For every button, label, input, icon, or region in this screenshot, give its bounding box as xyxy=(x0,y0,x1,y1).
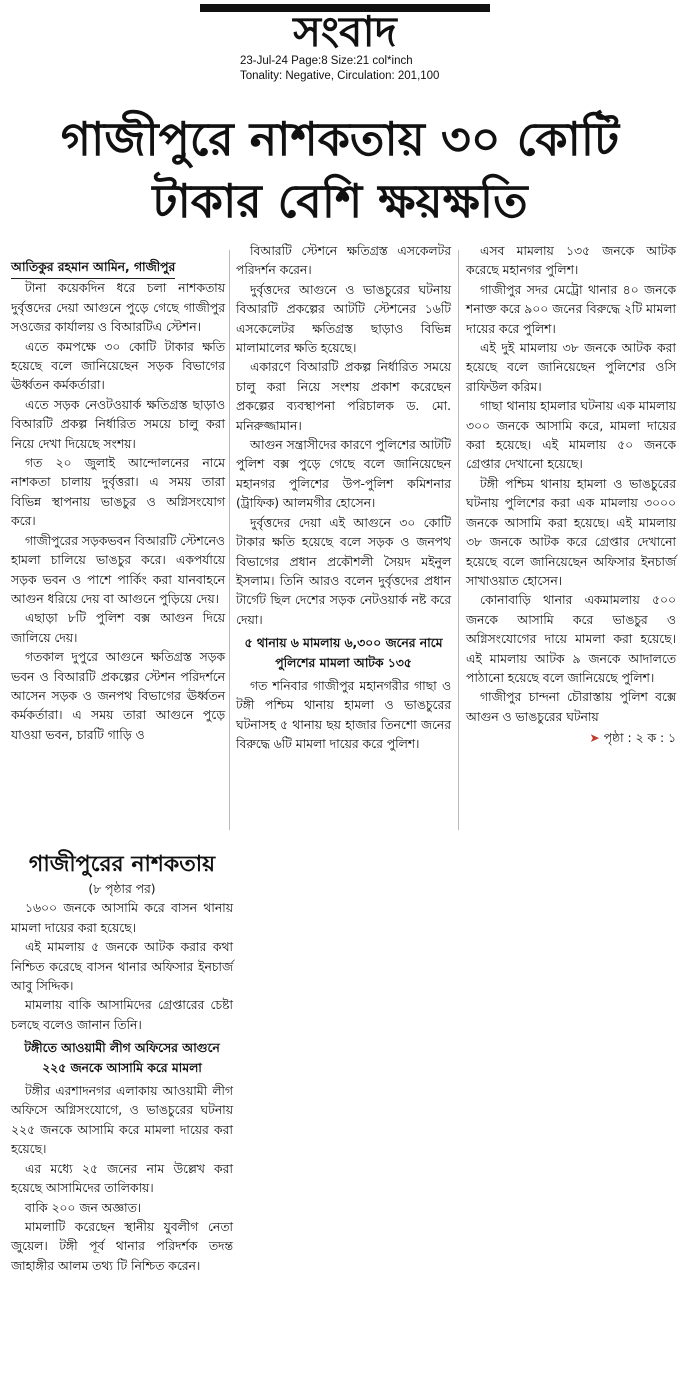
byline: আতিকুর রহমান আমিন, গাজীপুর xyxy=(11,258,175,279)
masthead-logo xyxy=(200,0,490,52)
paragraph: গত শনিবার গাজীপুর মহানগরীর গাছা ও টঙ্গী পশ্চিম থানায় হামলা ও ভাঙচুরের ঘটনাসহ ৫ থানায় ছয় হাজার তিনশো জনের বিরুদ্ধে ৬টি মামলা দায়ের করে পুলিশ। xyxy=(236,678,451,752)
paragraph: এতে কমপক্ষে ৩০ কোটি টাকার ক্ষতি হয়েছে বলে জানিয়েছেন সড়ক বিভাগের ঊর্ধ্বতন কর্মকর্তারা। xyxy=(11,339,225,393)
continued-on-jump xyxy=(466,729,676,748)
paragraph: গাজীপুরের সড়কভবন বিআরটি স্টেশনেও হামলা চালিয়ে ভাঙচুর করে। একপর্যায়ে সড়ক ভবন ও পাশে পার্কিং করা যানবাহনে আগুন ধরিয়ে দেয় বা আগুনে পুড়িয়ে দেয়। xyxy=(11,533,225,606)
headline-line-1: গাজীপুরে নাশকতায় ৩০ কোটি xyxy=(60,112,620,166)
clipping-meta xyxy=(240,54,439,84)
paragraph: মামলায় বাকি আসামিদের গ্রেপ্তারের চেষ্টা চলছে বলেও জানান তিনি। xyxy=(11,998,233,1032)
jump-text: পৃষ্ঠা : ২ ক : ১ xyxy=(603,731,676,746)
article-headline xyxy=(20,108,660,232)
paragraph: গাজীপুর চান্দনা চৌরাস্তায় পুলিশ বক্সে আগুন ও ভাঙচুরের ঘটনায় xyxy=(466,690,676,724)
paragraph: বাকি ২০০ জন অজ্ঞাত। xyxy=(25,1200,142,1215)
article-column-2 xyxy=(236,242,451,755)
arrow-right-icon: ➤ xyxy=(589,731,600,746)
paragraph: টানা কয়েকদিন ধরে চলা নাশকতায় দুর্বৃত্তদের দেয়া আগুনে পুড়ে গেছে গাজীপুর সওজের কার্যালয় ও বিআরটিএ স্টেশন। xyxy=(11,281,225,335)
paragraph: এই দুই মামলায় ৩৮ জনকে আটক করা হয়েছে বলে জানিয়েছেন পুলিশের ওসি রাফিউল করিম। xyxy=(466,341,676,394)
paragraph: গাছা থানায় হামলার ঘটনায় এক মামলায় ৩০০ জনকে আসামি করে, মামলা দায়ের করা হয়েছে। এই মামলায় ৫০ জনকে গ্রেপ্তার দেখানো হয়েছে। xyxy=(466,399,676,472)
column-divider xyxy=(458,250,459,830)
continuation-note: (৮ পৃষ্ঠার পর) xyxy=(88,882,156,896)
paragraph: একারণে বিআরটি প্রকল্প নির্ধারিত সময়ে চালু করা নিয়ে সংশয় প্রকাশ করেছেন প্রকল্পের ব্যবস্থাপনা পরিচালক ড. মো. মনিরুজ্জামান। xyxy=(236,360,451,433)
column-divider xyxy=(229,250,230,830)
paragraph: এই মামলায় ৫ জনকে আটক করার কথা নিশ্চিত করেছে বাসন থানার অফিসার ইনচার্জ আবু সিদ্দিক। xyxy=(11,940,233,994)
paragraph: আগুন সন্ত্রাসীদের কারণে পুলিশের আটটি পুলিশ বক্স পুড়ে গেছে বলে জানিয়েছেন মহানগর পুলিশের উপ-পুলিশ কমিশনার (ট্রাফিক) আলমগীর হোসেন। xyxy=(236,438,451,511)
paragraph: গতকাল দুপুরে আগুনে ক্ষতিগ্রস্ত সড়ক ভবন ও বিআরটি প্রকল্পের স্টেশন পরিদর্শনে আসেন সড়ক ও জনপথ বিভাগের ঊর্ধ্বতন কর্মকর্তারা। এ সময় তারা আগুনে পুড়ে যাওয়া ভবন, চারটি গাড়ি ও xyxy=(11,650,225,742)
paragraph: টঙ্গী পশ্চিম থানায় হামলা ও ভাঙচুরের ঘটনায় পুলিশের করা এক মামলায় ৩০০০ জনকে আসামি করা হয়েছে। এই মামলায় ৩৮ জনকে আটক করে গ্রেপ্তার দেখানো হয়েছে বলে জানিয়েছেন অফিসার ইনচার্জ সাখাওয়াত হোসেন। xyxy=(466,476,676,588)
section-subhead: টঙ্গীতে আওয়ামী লীগ অফিসের আগুনে ২২৫ জনকে আসামি করে মামলা xyxy=(24,1041,220,1075)
paragraph: এসব মামলায় ১৩৫ জনকে আটক করেছে মহানগর পুলিশ। xyxy=(466,244,676,278)
section-subhead: ৫ থানায় ৬ মামলায় ৬,৩০০ জনের নামে পুলিশের মামলা আটক ১৩৫ xyxy=(244,636,443,670)
paragraph: দুর্বৃত্তদের দেয়া এই আগুনে ৩০ কোটি টাকার ক্ষতি হয়েছে বলে সড়ক ও জনপথ বিভাগের প্রধান প্রকৌশলী সৈয়দ মইনুল ইসলাম। তিনি আরও বলেন দুর্বৃত্তদের প্রধান টার্গেট ছিল দেশের সড়ক নেটওয়ার্ক নষ্ট করে দেয়া। xyxy=(236,515,451,627)
headline-line-2: টাকার বেশি ক্ষয়ক্ষতি xyxy=(152,174,528,228)
article-column-3 xyxy=(466,242,676,749)
article-column-1 xyxy=(11,258,225,745)
paragraph: কোনাবাড়ি থানার একমামলায় ৫০০ জনকে আসামি করে ভাঙচুর ও অগ্নিসংযোগের দায়ে মামলা করা হয়েছে। এই মামলায় আটক ৯ জনকে আদালতে পাঠানো হয়েছে বলে জানিয়েছে পুলিশ। xyxy=(466,593,676,685)
continuation-section xyxy=(11,850,233,1276)
paragraph: এর মধ্যে ২৫ জনের নাম উল্লেখ করা হয়েছে আসামিদের তালিকায়। xyxy=(11,1161,233,1196)
paragraph: ১৬০০ জনকে আসামি করে বাসন থানায় মামলা দায়ের করা হয়েছে। xyxy=(11,901,233,935)
paragraph: গত ২০ জুলাই আন্দোলনের নামে নাশকতা চালায় দুর্বৃত্তরা। এ সময় তারা বিভিন্ন স্থাপনায় ভাঙচুর ও অগ্নিসংযোগ করে। xyxy=(11,456,225,529)
paragraph: এতে সড়ক নেওটওয়ার্ক ক্ষতিগ্রস্ত ছাড়াও বিআরটি প্রকল্প নির্ধারিত সময়ে চালু করা নিয়ে দেখা দিয়েছে সংশয়। xyxy=(11,397,225,451)
newspaper-masthead xyxy=(200,0,490,52)
clipping-date-page: 23-Jul-24 Page:8 Size:21 col*inch xyxy=(240,55,413,67)
svg-text:সংবাদ: সংবাদ xyxy=(293,7,397,52)
paragraph: দুর্বৃত্তদের আগুনে ও ভাঙচুরের ঘটনায় বিআরটি প্রকল্পের আটটি স্টেশনের ১৬টি এসকেলেটর ক্ষতিগ্রস্ত ছাড়াও বিভিন্ন মালামালের ক্ষতি হয়েছে। xyxy=(236,282,451,356)
clipping-tonality: Tonality: Negative, Circulation: 201,100 xyxy=(240,70,440,82)
continuation-title: গাজীপুরের নাশকতায় xyxy=(28,852,216,877)
paragraph: এছাড়া ৮টি পুলিশ বক্স আগুন দিয়ে জালিয়ে দেয়। xyxy=(11,611,225,645)
paragraph: বিআরটি স্টেশনে ক্ষতিগ্রস্ত এসকেলটর পরিদর্শন করেন। xyxy=(236,244,451,278)
paragraph: মামলাটি করেছেন স্থানীয় যুবলীগ নেতা জুয়েল। টঙ্গী পূর্ব থানার পরিদর্শক তদন্ত জাহাঙ্গীর আলম তথ্য টি নিশ্চিত করেন। xyxy=(11,1219,233,1273)
paragraph: টঙ্গীর এরশাদনগর এলাকায় আওয়ামী লীগ অফিসে অগ্নিসংযোগে, ও ভাঙচুরের ঘটনায় ২২৫ জনকে আসামি করে মামলা দায়ের করা হয়েছে। xyxy=(11,1084,233,1157)
paragraph: গাজীপুর সদর মেট্রো থানার ৪০ জনকে শনাক্ত করে ৯০০ জনের বিরুদ্ধে ২টি মামলা দায়ের করে পুলিশ। xyxy=(466,282,676,336)
